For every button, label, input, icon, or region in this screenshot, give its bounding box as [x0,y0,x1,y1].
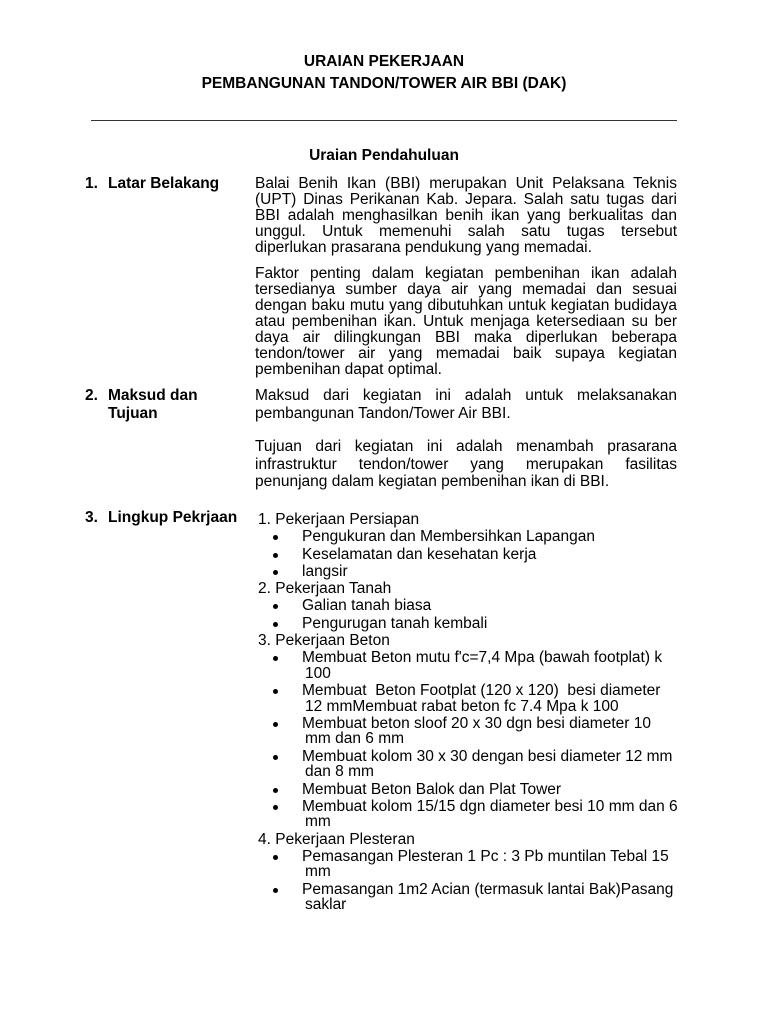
list-item-line: Pemasangan Plesteran 1 Pc : 3 Pb muntilan Tebal 15 [302,847,669,865]
list-item [258,529,688,545]
section-label [108,387,198,422]
section-body [255,176,677,378]
paragraph-line: diperlukan prasarana pendukung yang memadai. [255,239,592,256]
work-group-heading: 3. Pekerjaan Beton [258,632,390,650]
paragraph-line: penunjang dalam kegiatan pembenihan ikan di BBI. [255,473,610,490]
paragraph-line: Maksud dari kegiatan ini adalah untuk melaksanakan [255,387,677,404]
bullet-icon [273,788,278,793]
list-item-line: mm [305,863,331,881]
paragraph-line: pembangunan Tandon/Tower Air BBI. [255,404,511,422]
paragraph [255,438,677,491]
list-item-line: langsir [302,562,348,580]
bullet-icon [273,553,278,558]
section-label-line: Lingkup Pekrjaan [108,509,238,526]
bullet-icon [273,604,278,609]
list-item-line: mm dan 6 mm [305,730,405,748]
paragraph-line: daya air dilingkungan BBI maka diperlukan beberapa [255,329,677,346]
paragraph [255,387,677,422]
paragraph-line: tendon/tower air yang memadai baik supaya kegiatan [255,345,677,362]
paragraph-line: Tujuan dari kegiatan ini adalah menambah prasarana [255,438,677,455]
title-line-1: URAIAN PEKERJAAN [303,53,465,70]
list-item [258,799,688,830]
list-item-line: Membuat Beton mutu f'c=7,4 Mpa (bawah footplat) k [302,649,663,667]
section-label [108,510,237,526]
section-heading: Uraian Pendahuluan [309,147,459,164]
paragraph-line: infrastruktur tendon/tower yang merupakan fasilitas [255,455,677,473]
title-divider [91,120,677,121]
list-item [258,650,688,681]
list-item-line: 100 [305,664,331,682]
list-item-line: mm [305,813,331,831]
section-label-line: Maksud dan [108,387,198,404]
section-body [255,387,677,491]
bullet-icon [273,722,278,727]
list-item-line: Membuat Beton Balok dan Plat Tower [302,780,562,798]
list-item [258,547,688,563]
list-item [258,564,688,580]
section-number: 2. [85,387,98,404]
list-item-line: Membuat kolom 30 x 30 dengan besi diameter 12 mm [302,747,673,765]
paragraph [255,266,677,378]
list-item-line: Keselamatan dan kesehatan kerja [302,545,537,563]
bullet-icon [273,689,278,694]
work-group-heading: 2. Pekerjaan Tanah [258,580,392,598]
paragraph-line: Faktor penting dalam kegiatan pembenihan ikan adalah [255,265,677,282]
list-item-line: Pengurugan tanah kembali [302,614,488,632]
list-item [258,683,688,714]
paragraph-line: tersedianya sumber daya air yang memadai dan sesuai [255,281,677,298]
section-number: 3. [85,509,98,526]
bullet-icon [273,535,278,540]
list-item-line: Membuat kolom 15/15 dgn diameter besi 10 mm dan 6 [302,797,678,815]
list-item [258,782,688,798]
bullet-icon [273,570,278,575]
paragraph [255,176,677,256]
title-line-2: PEMBANGUNAN TANDON/TOWER AIR BBI (DAK) [201,75,567,92]
list-item [258,598,688,614]
section-number: 1. [85,175,98,192]
list-item-line: Membuat Beton Footplat (120 x 120) besi diameter [302,682,661,700]
paragraph-line: BBI adalah menghasilkan benih ikan yang berkualitas dan [255,207,677,224]
bullet-icon [273,805,278,810]
section-label-line: Latar Belakang [108,175,220,192]
bullet-icon [273,656,278,661]
paragraph-line: dengan baku mutu yang dibutuhkan untuk kegiatan budidaya [255,297,677,314]
work-scope-list [258,512,688,915]
paragraph-line: (UPT) Dinas Perikanan Kab. Jepara. Salah satu tugas dari [255,191,677,208]
list-item-line: saklar [305,896,347,914]
list-item [258,882,688,913]
bullet-icon [273,888,278,893]
section-label-line: Tujuan [108,404,158,422]
paragraph-line: Balai Benih Ikan (BBI) merupakan Unit Pelaksana Teknis [255,175,677,192]
bullet-icon [273,855,278,860]
document-title [0,51,768,95]
bullet-icon [273,622,278,627]
section-label [108,176,219,192]
list-item-line: Galian tanah biasa [302,597,432,615]
list-item-line: dan 8 mm [305,763,374,781]
paragraph-line: unggul. Untuk memenuhi salah satu tugas tersebut [255,223,677,240]
list-item-line: Pemasangan 1m2 Acian (termasuk lantai Bak)Pasang [302,880,674,898]
work-group-heading: 1. Pekerjaan Persiapan [258,511,420,528]
list-item [258,716,688,747]
list-item [258,616,688,632]
list-item-line: Pengukuran dan Membersihkan Lapangan [302,528,595,546]
list-item [258,849,688,880]
list-item-line: Membuat beton sloof 20 x 30 dgn besi diameter 10 [302,714,651,732]
paragraph-line: pembenihan dapat optimal. [255,361,442,378]
paragraph-line: atau pembenihan ikan. Untuk menjaga ketersediaan su ber [255,313,677,330]
bullet-icon [273,755,278,760]
list-item [258,749,688,780]
list-item-line: 12 mmMembuat rabat beton fc 7.4 Mpa k 100 [305,697,619,715]
work-group-heading: 4. Pekerjaan Plesteran [258,830,415,848]
